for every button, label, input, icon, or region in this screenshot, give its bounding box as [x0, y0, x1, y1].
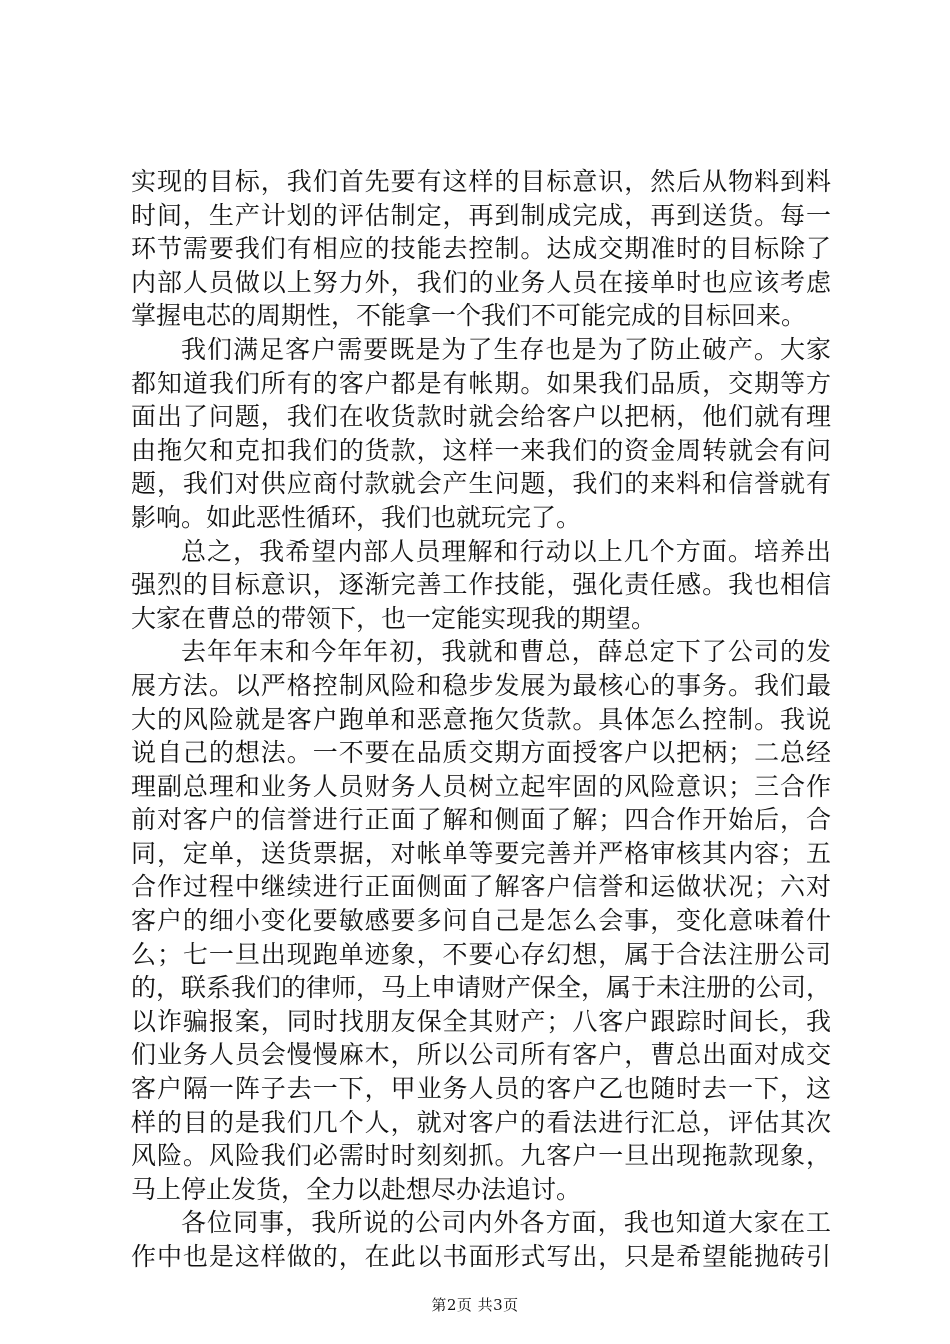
text-line: 环节需要我们有相应的技能去控制。达成交期准时的目标除了 — [131, 234, 831, 264]
text-line: 客户的细小变化要敏感要多问自己是怎么会事，变化意味着什 — [131, 906, 831, 936]
text-line: 么；七一旦出现跑单迹象，不要心存幻想，属于合法注册公司 — [131, 939, 831, 969]
text-line: 我们满足客户需要既是为了生存也是为了防止破产。大家 — [181, 334, 831, 364]
text-line: 的，联系我们的律师，马上申请财产保全，属于未注册的公司， — [131, 973, 832, 1003]
text-line: 以诈骗报案，同时找朋友保全其财产；八客户跟踪时间长，我 — [131, 1006, 831, 1036]
body-text — [131, 165, 831, 1274]
text-line: 各位同事，我所说的公司内外各方面，我也知道大家在工 — [181, 1208, 831, 1238]
text-line: 前对客户的信誉进行正面了解和侧面了解；四合作开始后，合 — [131, 805, 831, 835]
text-line: 面出了问题，我们在收货款时就会给客户以把柄，他们就有理 — [131, 402, 831, 432]
text-line: 风险。风险我们必需时时刻刻抓。九客户一旦出现拖款现象， — [131, 1141, 831, 1171]
text-line: 合作过程中继续进行正面侧面了解客户信誉和运做状况；六对 — [131, 872, 831, 902]
text-line: 大的风险就是客户跑单和恶意拖欠货款。具体怎么控制。我说 — [131, 704, 831, 734]
text-line: 影响。如此恶性循环，我们也就玩完了。 — [131, 502, 582, 532]
text-line: 时间，生产计划的评估制定，再到制成完成，再到送货。每一 — [131, 200, 831, 230]
text-line: 样的目的是我们几个人，就对客户的看法进行汇总，评估其次 — [131, 1107, 831, 1137]
text-line: 都知道我们所有的客户都是有帐期。如果我们品质，交期等方 — [131, 368, 831, 398]
text-line: 客户隔一阵子去一下，甲业务人员的客户乙也随时去一下，这 — [131, 1074, 831, 1104]
text-line: 理副总理和业务人员财务人员树立起牢固的风险意识；三合作 — [131, 771, 831, 801]
text-line: 马上停止发货，全力以赴想尽办法追讨。 — [131, 1174, 582, 1204]
text-line: 同，定单，送货票据，对帐单等要完善并严格审核其内容；五 — [131, 838, 831, 868]
text-line: 大家在曹总的带领下，也一定能实现我的期望。 — [131, 603, 657, 633]
text-line: 掌握电芯的周期性，不能拿一个我们不可能完成的目标回来。 — [131, 301, 807, 331]
text-line: 说自己的想法。一不要在品质交期方面授客户以把柄；二总经 — [131, 738, 831, 768]
text-line: 总之，我希望内部人员理解和行动以上几个方面。培养出 — [181, 536, 831, 566]
text-line: 展方法。以严格控制风险和稳步发展为最核心的事务。我们最 — [131, 670, 831, 700]
text-line: 由拖欠和克扣我们的货款，这样一来我们的资金周转就会有问 — [131, 435, 831, 465]
page-footer — [0, 1294, 950, 1315]
text-line: 内部人员做以上努力外，我们的业务人员在接单时也应该考虑 — [131, 267, 831, 297]
text-line: 们业务人员会慢慢麻木，所以公司所有客户，曹总出面对成交 — [131, 1040, 831, 1070]
text-line: 实现的目标，我们首先要有这样的目标意识，然后从物料到料 — [131, 167, 831, 196]
text-line: 题，我们对供应商付款就会产生问题，我们的来料和信誉就有 — [131, 469, 831, 499]
text-line: 作中也是这样做的，在此以书面形式写出，只是希望能抛砖引 — [131, 1242, 831, 1271]
text-line: 强烈的目标意识，逐渐完善工作技能，强化责任感。我也相信 — [131, 570, 831, 600]
text-line: 去年年末和今年年初，我就和曹总，薛总定下了公司的发 — [181, 637, 831, 667]
page-number: 第2页 共3页 — [431, 1296, 519, 1314]
